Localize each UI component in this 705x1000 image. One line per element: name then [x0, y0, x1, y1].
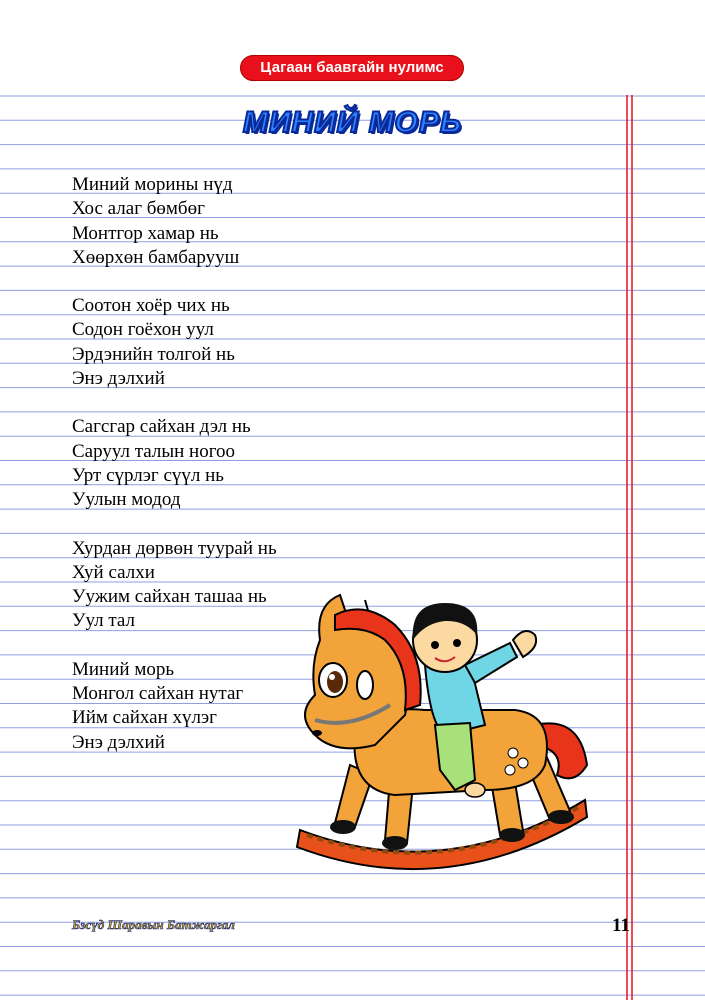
poem-title: МИНИЙ МОРЬ	[242, 106, 463, 139]
stanza	[72, 415, 472, 512]
poem-line: Миний морины нүд	[72, 174, 233, 195]
book-title-badge	[240, 55, 464, 81]
poem-line: Монтгор хамар нь	[72, 222, 219, 244]
rocking-horse-illustration	[295, 585, 595, 875]
poem-line: Уулын модод	[72, 489, 181, 511]
poem-line: Уужим сайхан ташаа нь	[72, 586, 267, 608]
poem-line: Энэ дэлхий	[72, 731, 165, 753]
book-title-text: Цагаан баавгайн нулимс	[260, 59, 444, 76]
poem-line: Эрдэнийн толгой нь	[72, 343, 235, 365]
stanza	[72, 173, 472, 270]
poem-line: Ийм сайхан хүлэг	[72, 707, 217, 729]
poem-line: Содон гоёхон уул	[72, 319, 214, 341]
poem-line: Уул тал	[72, 610, 135, 632]
poem-line: Хуй салхи	[72, 561, 155, 583]
poem-line: Энэ дэлхий	[72, 368, 165, 390]
page-number: 11	[612, 915, 630, 936]
poem-line: Саруул талын ногоо	[72, 440, 236, 462]
poem-line: Соотон хоёр чих нь	[72, 295, 230, 317]
stanza	[72, 294, 472, 391]
poem-line: Монгол сайхан нутаг	[72, 683, 244, 705]
poem-line: Сагсгар сайхан дэл нь	[72, 416, 251, 438]
poem-line: Хурдан дөрвөн туурай нь	[72, 537, 277, 559]
poem-line: Миний морь	[72, 658, 175, 680]
poem-line: Хос алаг бөмбөг	[72, 198, 205, 220]
poem-line: Хөөрхөн бамбарууш	[72, 246, 240, 268]
author-name: Бэсүд Шаравын Батжаргал	[72, 917, 235, 932]
poem-line: Урт сүрлэг сүүл нь	[72, 464, 224, 486]
